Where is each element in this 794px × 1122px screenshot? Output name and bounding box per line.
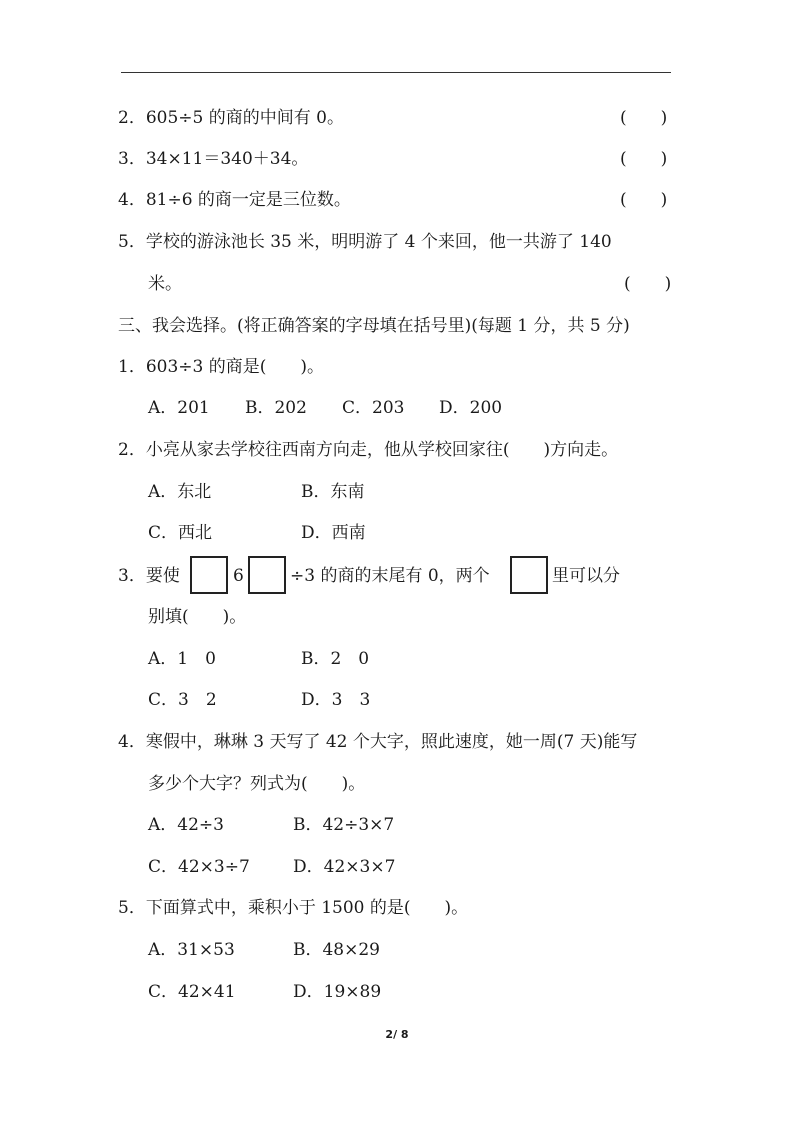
choice-q3-prefix: 3．要使	[118, 566, 180, 586]
judge-q5-text-line2: 米。	[148, 274, 182, 294]
choice-q5-stem: 5．下面算式中，乘积小于 1500 的是( )。	[118, 898, 469, 918]
choice-q2-option-b[interactable]: B．东南	[301, 482, 365, 502]
choice-q3-tail-text: 里可以分	[552, 566, 620, 586]
choice-q1-stem: 1．603÷3 的商是( )。	[118, 357, 324, 377]
judge-q2-text: 2．605÷5 的商的中间有 0。	[118, 108, 344, 128]
choice-q2-option-d[interactable]: D．西南	[301, 523, 366, 543]
judge-q4-text: 4．81÷6 的商一定是三位数。	[118, 190, 351, 210]
digit-box-1[interactable]	[190, 556, 228, 594]
choice-q3-line2: 别填( )。	[148, 607, 247, 627]
section3-heading: 三、我会选择。(将正确答案的字母填在括号里)(每题 1 分，共 5 分)	[118, 316, 630, 336]
choice-q4-option-b[interactable]: B．42÷3×7	[293, 815, 395, 835]
choice-q2-stem: 2．小亮从家去学校往西南方向走，他从学校回家往( )方向走。	[118, 440, 619, 460]
choice-q4-line2: 多少个大字？列式为( )。	[148, 774, 366, 794]
choice-q5-option-d[interactable]: D．19×89	[293, 982, 382, 1002]
choice-q2-option-a[interactable]: A．东北	[148, 482, 212, 502]
judge-q3-answer-bracket[interactable]: ( )	[620, 149, 668, 169]
choice-q2-option-c[interactable]: C．西北	[148, 523, 213, 543]
choice-q5-option-c[interactable]: C．42×41	[148, 982, 236, 1002]
choice-q1-option-d[interactable]: D．200	[439, 398, 503, 418]
judge-q5-answer-bracket[interactable]: ( )	[624, 274, 672, 294]
judge-q2-answer-bracket[interactable]: ( )	[620, 108, 668, 128]
judge-q4-answer-bracket[interactable]: ( )	[620, 190, 668, 210]
choice-q3-option-c[interactable]: C．3 2	[148, 690, 217, 710]
choice-q3-digit-6: 6	[233, 566, 244, 586]
header-rule	[121, 72, 671, 73]
digit-box-2[interactable]	[248, 556, 286, 594]
choice-q1-option-a[interactable]: A．201	[148, 398, 210, 418]
choice-q1-option-b[interactable]: B．202	[245, 398, 307, 418]
choice-q1-option-c[interactable]: C．203	[342, 398, 405, 418]
choice-q4-line1: 4．寒假中，琳琳 3 天写了 42 个大字，照此速度，她一周(7 天)能写	[118, 732, 638, 752]
choice-q3-option-a[interactable]: A．1 0	[148, 649, 216, 669]
choice-q5-option-b[interactable]: B．48×29	[293, 940, 381, 960]
choice-q4-option-a[interactable]: A．42÷3	[148, 815, 224, 835]
digit-box-reference	[510, 556, 548, 594]
choice-q5-option-a[interactable]: A．31×53	[148, 940, 235, 960]
page-number: 2/ 8	[385, 1028, 409, 1041]
judge-q5-text-line1: 5．学校的游泳池长 35 米，明明游了 4 个来回，他一共游了 140	[118, 232, 612, 252]
choice-q4-option-c[interactable]: C．42×3÷7	[148, 857, 250, 877]
choice-q3-option-b[interactable]: B．2 0	[301, 649, 370, 669]
judge-q3-text: 3．34×11＝340＋34。	[118, 149, 309, 169]
choice-q4-option-d[interactable]: D．42×3×7	[293, 857, 396, 877]
choice-q3-middle-text: ÷3 的商的末尾有 0，两个	[290, 566, 490, 586]
choice-q3-option-d[interactable]: D．3 3	[301, 690, 371, 710]
